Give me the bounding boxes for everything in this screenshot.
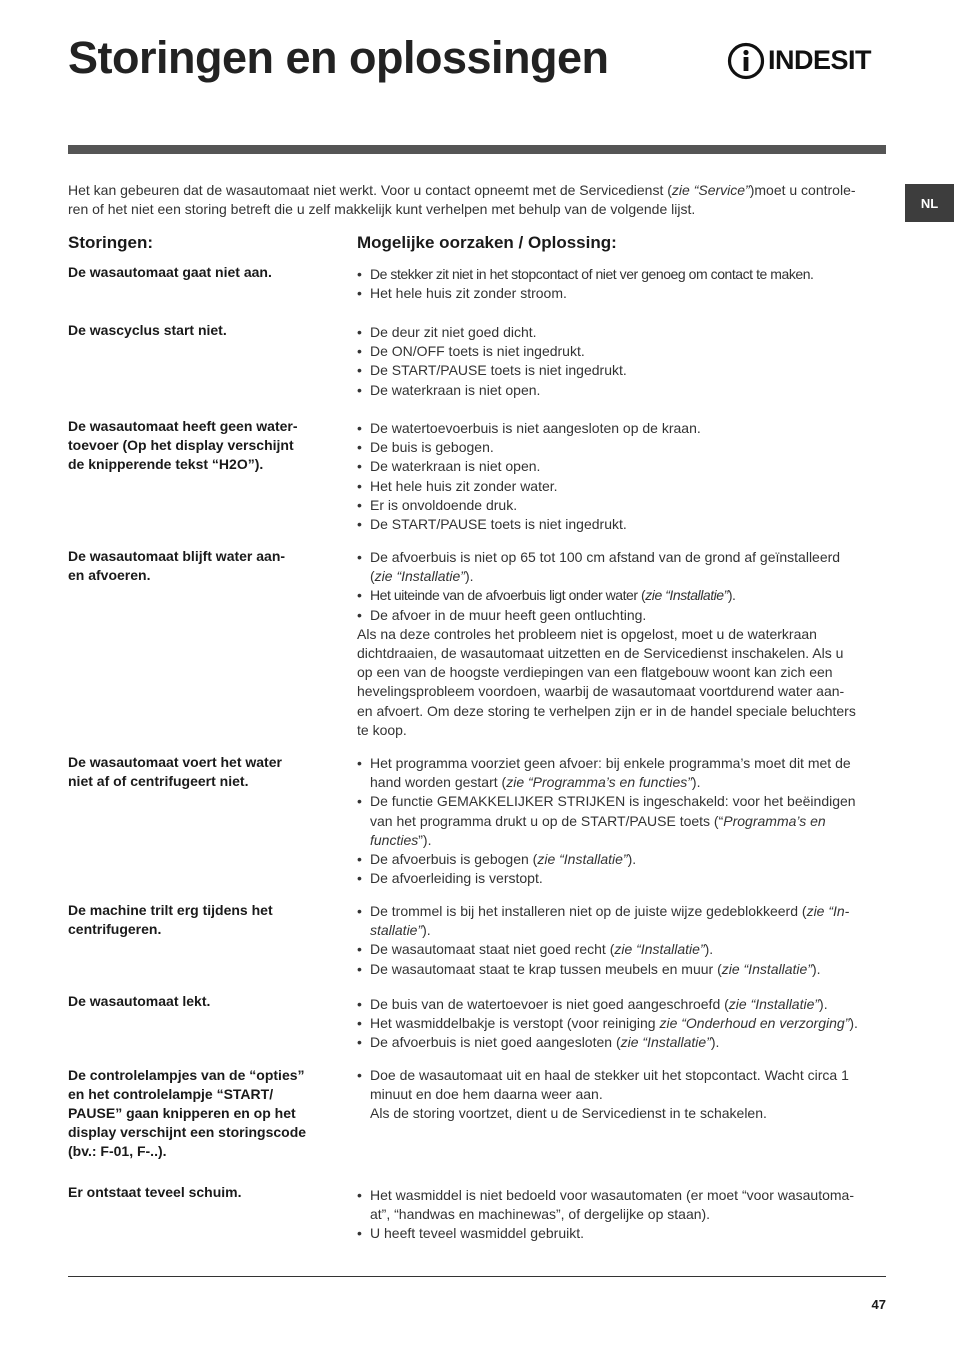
solution-item: • Het hele huis zit zonder stroom. bbox=[357, 284, 885, 303]
solution-item: • U heeft teveel wasmiddel gebruikt. bbox=[357, 1224, 885, 1243]
problem-text: De wasautomaat voert het water niet af of centrifugeert niet. bbox=[68, 754, 282, 789]
solution-item: • De ON/OFF toets is niet ingedrukt. bbox=[357, 342, 885, 361]
intro-text: Het kan gebeuren dat de wasautomaat niet werkt. Voor u contact opneemt met de Servicedienst (zie “Service”)moet u controle- ren of het niet een storing betreft die u zelf makkelijk kunt verhelpen met behulp van de volgende lijst. bbox=[68, 182, 856, 217]
page-title: Storingen en oplossingen bbox=[68, 32, 609, 83]
solution-item: • De deur zit niet goed dicht. bbox=[357, 323, 885, 342]
solution-item: • De afvoer in de muur heeft geen ontluchting. bbox=[357, 606, 885, 625]
solution-list bbox=[357, 1066, 885, 1124]
solution-list bbox=[357, 754, 885, 888]
solution-item: • De START/PAUSE toets is niet ingedrukt. bbox=[357, 515, 885, 534]
solution-list bbox=[357, 419, 885, 534]
column-heading-problems: Storingen: bbox=[68, 233, 153, 252]
problem-text: De machine trilt erg tijdens het centrifugeren. bbox=[68, 902, 273, 937]
solution-item: • Het hele huis zit zonder water. bbox=[357, 477, 885, 496]
solution-item: • De functie GEMAKKELIJKER STRIJKEN is ingeschakeld: voor het beëindigen van het programma drukt u op de START/PAUSE toets (“Programma’s en functies”). bbox=[357, 792, 885, 850]
solution-item: • De wasautomaat staat niet goed recht (zie “Installatie”). bbox=[357, 940, 885, 959]
solution-item: • De waterkraan is niet open. bbox=[357, 381, 885, 400]
solution-list bbox=[357, 995, 885, 1053]
solution-item: • Het programma voorziet geen afvoer: bij enkele programma’s moet dit met de hand worden gestart (zie “Programma’s en functies”). bbox=[357, 754, 885, 792]
solution-list bbox=[357, 1186, 885, 1244]
solution-item: • De START/PAUSE toets is niet ingedrukt. bbox=[357, 361, 885, 380]
solution-note: Als na deze controles het probleem niet is opgelost, moet u de waterkraan dichtdraaien, de wasautomaat uitzetten en de Servicedienst inschakelen. Als u op een van de hoogste verdiepingen van een flatgebouw woont kan zich een hevelingsprobleem voordoen, waarbij de wasautomaat voortdurend water aan- en afvoert. Om deze storing te verhelpen zijn er in de handel speciale beluchters te koop. bbox=[357, 625, 856, 738]
solution-item: • Het wasmiddel is niet bedoeld voor wasautomaten (er moet “voor wasautoma- at”, “handwas en machinewas”, of dergelijke op staan). bbox=[357, 1186, 885, 1224]
solution-list bbox=[357, 265, 885, 303]
indesit-i-icon bbox=[726, 40, 766, 82]
column-heading-solutions: Mogelijke oorzaken / Oplossing: bbox=[357, 233, 617, 252]
footer-rule bbox=[68, 1276, 886, 1277]
solution-item: • Doe de wasautomaat uit en haal de stekker uit het stopcontact. Wacht circa 1 minuut en doe hem daarna weer aan. Als de storing voortzet, dient u de Servicedienst in te schakelen. bbox=[357, 1066, 885, 1124]
solution-item: • De stekker zit niet in het stopcontact of niet ver genoeg om contact te maken. bbox=[357, 265, 885, 284]
problem-text: De wasautomaat lekt. bbox=[68, 993, 211, 1009]
page-number: 47 bbox=[871, 1297, 886, 1312]
solution-item: • De buis is gebogen. bbox=[357, 438, 885, 457]
solution-item: • De afvoerbuis is niet goed aangesloten (zie “Installatie”). bbox=[357, 1033, 885, 1052]
indesit-logo bbox=[726, 40, 886, 82]
solution-item: • Er is onvoldoende druk. bbox=[357, 496, 885, 515]
problem-text: De wasautomaat heeft geen water- toevoer (Op het display verschijnt de knipperende tekst “H2O”). bbox=[68, 418, 298, 472]
solution-list bbox=[357, 902, 885, 979]
language-tab: NL bbox=[905, 184, 954, 222]
header-rule bbox=[68, 145, 886, 154]
solution-item: • De trommel is bij het installeren niet op de juiste wijze gedeblokkeerd (zie “In- stallatie”). bbox=[357, 902, 885, 940]
solution-item: • De watertoevoerbuis is niet aangesloten op de kraan. bbox=[357, 419, 885, 438]
solution-item: • De afvoerleiding is verstopt. bbox=[357, 869, 885, 888]
brand-name: INDESIT bbox=[768, 45, 872, 75]
solution-item: • De afvoerbuis is niet op 65 tot 100 cm afstand van de grond af geïnstalleerd (zie “Installatie”). bbox=[357, 548, 885, 586]
solution-item: • De waterkraan is niet open. bbox=[357, 457, 885, 476]
solution-item: • Het wasmiddelbakje is verstopt (voor reiniging zie “Onderhoud en verzorging”). bbox=[357, 1014, 885, 1033]
problem-text: Er ontstaat teveel schuim. bbox=[68, 1184, 242, 1200]
solution-block bbox=[357, 548, 885, 740]
problem-text: De controlelampjes van de “opties” en het controlelampje “START/ PAUSE” gaan knipperen en op het display verschijnt een storingscode (bv.: F-01, F-..). bbox=[68, 1067, 307, 1159]
problem-text: De wasautomaat gaat niet aan. bbox=[68, 264, 272, 280]
solution-item: • De wasautomaat staat te krap tussen meubels en muur (zie “Installatie”). bbox=[357, 960, 885, 979]
solution-item: • Het uiteinde van de afvoerbuis ligt onder water (zie “Installatie”). bbox=[357, 586, 885, 605]
problem-text: De wascyclus start niet. bbox=[68, 322, 227, 338]
problem-text: De wasautomaat blijft water aan- en afvoeren. bbox=[68, 548, 286, 583]
solution-list bbox=[357, 323, 885, 400]
solution-item: • De afvoerbuis is gebogen (zie “Installatie”). bbox=[357, 850, 885, 869]
solution-item: • De buis van de watertoevoer is niet goed aangeschroefd (zie “Installatie”). bbox=[357, 995, 885, 1014]
